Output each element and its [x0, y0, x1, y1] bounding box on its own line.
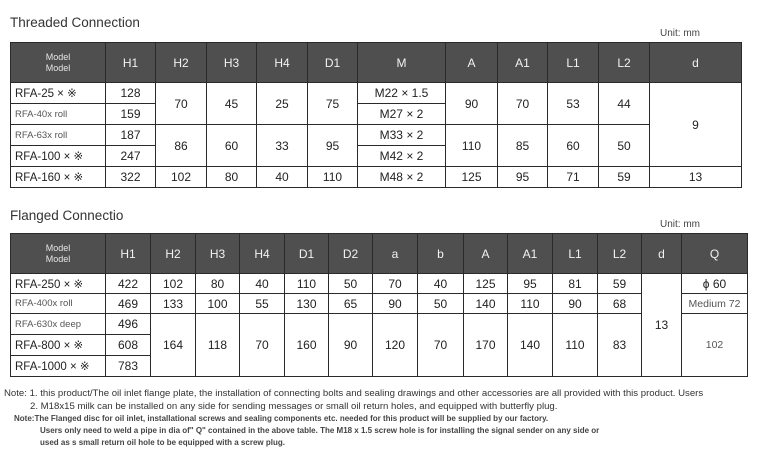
- cell: 80: [207, 167, 257, 188]
- cell: 40: [257, 167, 308, 188]
- cell: 70: [240, 314, 285, 377]
- cell: 247: [106, 146, 156, 167]
- cell: 70: [498, 83, 548, 125]
- model-cell: RFA-630x deep: [11, 314, 106, 335]
- cell: 86: [156, 125, 207, 167]
- column-header: H3: [207, 43, 257, 83]
- note-line: used as s small return oil hole to be equipped with a screw plug.: [40, 438, 285, 447]
- column-header-model: Model Model: [11, 43, 106, 83]
- cell: 140: [464, 294, 508, 314]
- cell: 90: [329, 314, 373, 377]
- cell: M22 × 1.5: [358, 83, 446, 104]
- note-line: Users only need to weld a pipe in dia of" Q" contained in the above table. The M18 x 1.5 screw hole is for installing the signal sender on any side or: [40, 426, 600, 435]
- cell: 125: [464, 274, 508, 294]
- cell: ϕ 60: [682, 274, 748, 294]
- model-cell: RFA-160 × ※: [11, 167, 106, 188]
- cell: M42 × 2: [358, 146, 446, 167]
- cell: 128: [106, 83, 156, 104]
- threaded-unit-label: Unit: mm: [660, 28, 700, 39]
- cell: 59: [599, 167, 650, 188]
- cell: 53: [548, 83, 599, 125]
- cell: 133: [151, 294, 196, 314]
- cell: 68: [598, 294, 642, 314]
- flanged-connection-table: [10, 233, 748, 377]
- table-row: [11, 274, 748, 294]
- column-header: H4: [240, 234, 285, 274]
- cell: 40: [418, 274, 464, 294]
- column-header: A: [446, 43, 498, 83]
- table-row: [11, 314, 748, 335]
- cell: 59: [598, 274, 642, 294]
- model-cell: RFA-1000 × ※: [11, 356, 106, 377]
- cell: 83: [598, 314, 642, 377]
- cell: 55: [240, 294, 285, 314]
- cell: 110: [446, 125, 498, 167]
- column-header: H2: [151, 234, 196, 274]
- column-header: L1: [548, 43, 599, 83]
- column-header: D2: [329, 234, 373, 274]
- cell: 70: [418, 314, 464, 377]
- cell: 164: [151, 314, 196, 377]
- column-header: A1: [498, 43, 548, 83]
- column-header-model: Model Model: [11, 234, 106, 274]
- cell: 110: [308, 167, 358, 188]
- column-header: A1: [508, 234, 553, 274]
- cell: 71: [548, 167, 599, 188]
- cell: 70: [156, 83, 207, 125]
- cell: 75: [308, 83, 358, 125]
- cell: 13: [642, 274, 682, 377]
- cell: 783: [106, 356, 151, 377]
- cell: 25: [257, 83, 308, 125]
- cell: 80: [196, 274, 240, 294]
- cell: 110: [508, 294, 553, 314]
- cell: 160: [285, 314, 329, 377]
- cell: 90: [373, 294, 418, 314]
- column-header: H1: [106, 43, 156, 83]
- column-header: D1: [285, 234, 329, 274]
- cell: 187: [106, 125, 156, 146]
- cell: 469: [106, 294, 151, 314]
- cell: 102: [682, 314, 748, 377]
- model-cell: RFA-25 × ※: [11, 83, 106, 104]
- cell: 40: [240, 274, 285, 294]
- model-cell: RFA-40x roll: [11, 104, 106, 125]
- column-header: A: [464, 234, 508, 274]
- cell: 159: [106, 104, 156, 125]
- cell: 9: [650, 83, 742, 167]
- cell: M33 × 2: [358, 125, 446, 146]
- cell: 81: [553, 274, 598, 294]
- cell: 130: [285, 294, 329, 314]
- model-cell: RFA-100 × ※: [11, 146, 106, 167]
- cell: 95: [308, 125, 358, 167]
- column-header: Q: [682, 234, 748, 274]
- table-row: [11, 125, 742, 146]
- column-header: L2: [599, 43, 650, 83]
- note-line: Note:The Flanged disc for oil inlet, installational screws and sealing components etc. needed for this product will be supplied by our factory.: [14, 414, 549, 423]
- note-line: 2. M18x15 milk can be installed on any side for sending messages or small oil return holes, and equipped with butterfly plug.: [30, 401, 558, 412]
- column-header: d: [650, 43, 742, 83]
- cell: 95: [508, 274, 553, 294]
- cell: 100: [196, 294, 240, 314]
- cell: 110: [285, 274, 329, 294]
- threaded-connection-table: [10, 42, 742, 188]
- threaded-section-title: Threaded Connection: [10, 15, 140, 30]
- cell: 496: [106, 314, 151, 335]
- model-cell: RFA-800 × ※: [11, 335, 106, 356]
- cell: 90: [553, 294, 598, 314]
- cell: 608: [106, 335, 151, 356]
- column-header: H4: [257, 43, 308, 83]
- table-row: [11, 294, 748, 314]
- cell: 140: [508, 314, 553, 377]
- table-row: [11, 83, 742, 104]
- table-header-row: [11, 234, 748, 274]
- table-header-row: [11, 43, 742, 83]
- note-line: Note: 1. this product/The oil inlet flange plate, the installation of connecting bolts and sealing drawings and other accessories are all provided with this product. Users: [4, 388, 704, 399]
- column-header: H3: [196, 234, 240, 274]
- model-cell: RFA-63x roll: [11, 125, 106, 146]
- column-header: D1: [308, 43, 358, 83]
- cell: 50: [329, 274, 373, 294]
- notes-block: [4, 387, 771, 449]
- cell: M48 × 2: [358, 167, 446, 188]
- column-header: L2: [598, 234, 642, 274]
- column-header: M: [358, 43, 446, 83]
- cell: 95: [498, 167, 548, 188]
- cell: 90: [446, 83, 498, 125]
- cell: 50: [599, 125, 650, 167]
- cell: 33: [257, 125, 308, 167]
- cell: 110: [553, 314, 598, 377]
- cell: 125: [446, 167, 498, 188]
- model-cell: RFA-400x roll: [11, 294, 106, 314]
- cell: 70: [373, 274, 418, 294]
- cell: 102: [156, 167, 207, 188]
- cell: Medium 72: [682, 294, 748, 314]
- cell: 60: [207, 125, 257, 167]
- cell: 322: [106, 167, 156, 188]
- cell: 120: [373, 314, 418, 377]
- cell: 50: [418, 294, 464, 314]
- column-header: H2: [156, 43, 207, 83]
- flanged-section-title: Flanged Connectio: [10, 208, 124, 223]
- model-cell: RFA-250 × ※: [11, 274, 106, 294]
- cell: M27 × 2: [358, 104, 446, 125]
- cell: 422: [106, 274, 151, 294]
- cell: 60: [548, 125, 599, 167]
- column-header: L1: [553, 234, 598, 274]
- column-header: H1: [106, 234, 151, 274]
- cell: 45: [207, 83, 257, 125]
- column-header: d: [642, 234, 682, 274]
- column-header: b: [418, 234, 464, 274]
- flanged-unit-label: Unit: mm: [660, 219, 700, 230]
- cell: 65: [329, 294, 373, 314]
- cell: 118: [196, 314, 240, 377]
- column-header: a: [373, 234, 418, 274]
- cell: 85: [498, 125, 548, 167]
- cell: 170: [464, 314, 508, 377]
- cell: 13: [650, 167, 742, 188]
- cell: 102: [151, 274, 196, 294]
- cell: 44: [599, 83, 650, 125]
- table-row: [11, 167, 742, 188]
